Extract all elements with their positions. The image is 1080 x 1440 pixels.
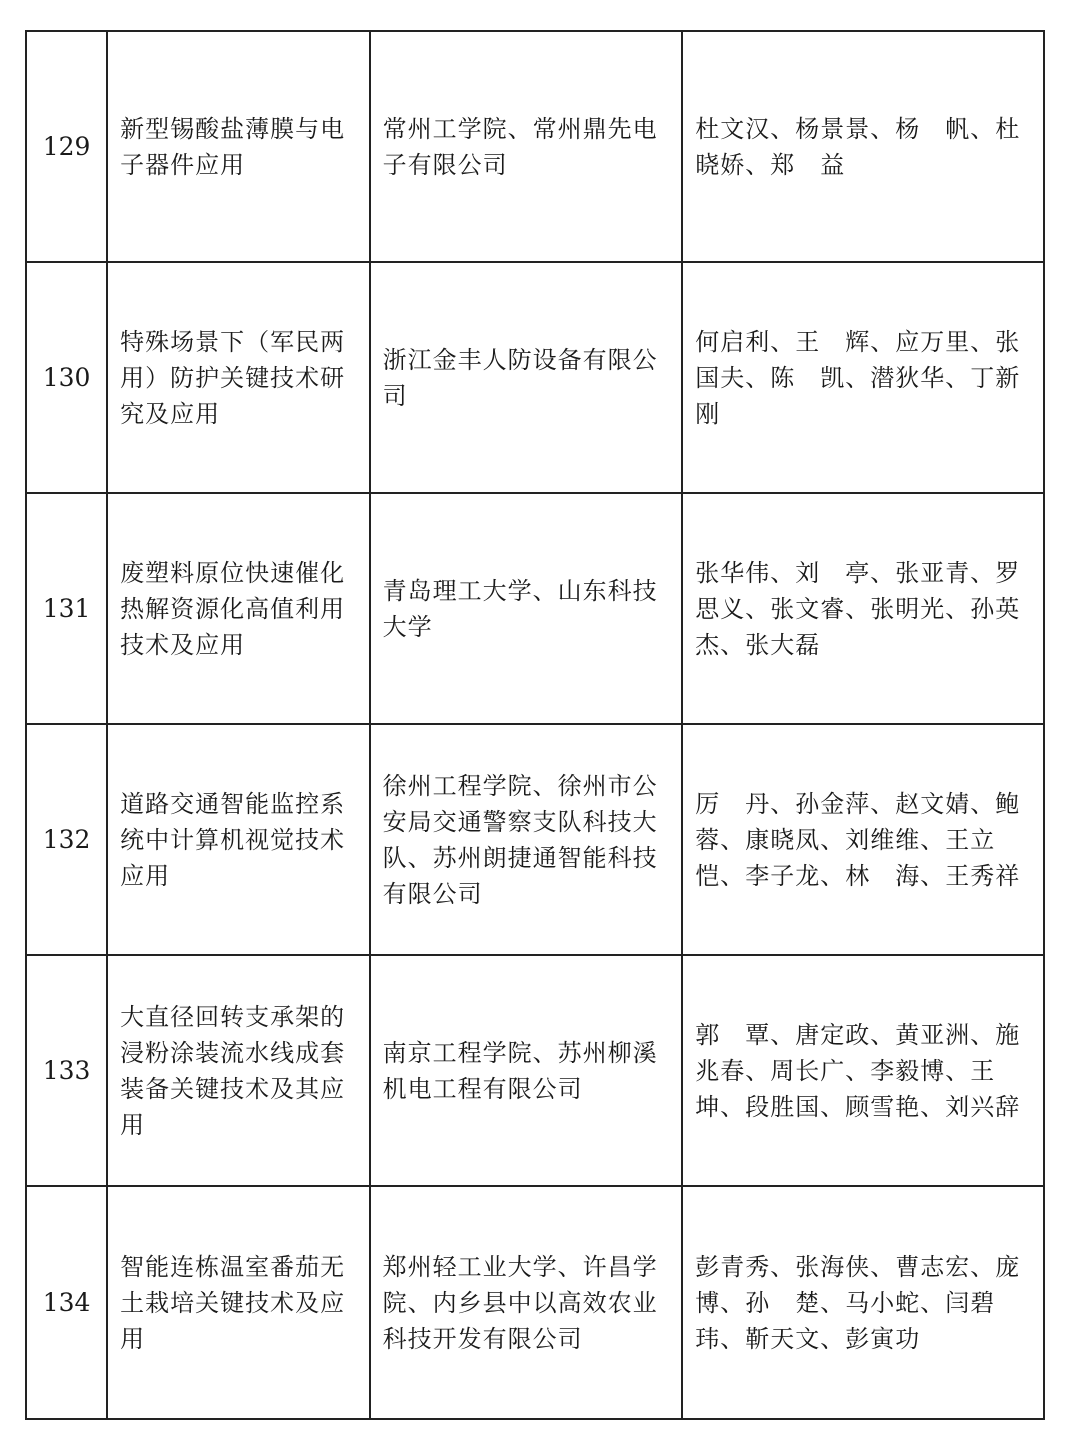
project-title: 新型锡酸盐薄膜与电子器件应用 <box>107 31 370 262</box>
project-title: 大直径回转支承架的浸粉涂装流水线成套装备关键技术及其应用 <box>107 955 370 1186</box>
table-row <box>26 262 1044 493</box>
row-number: 132 <box>26 724 107 955</box>
contributors: 彭青秀、张海侠、曹志宏、庞博、孙 楚、马小蛇、闫碧玮、靳天文、彭寅功 <box>682 1186 1044 1419</box>
contributors: 张华伟、刘 亭、张亚青、罗思义、张文睿、张明光、孙英杰、张大磊 <box>682 493 1044 724</box>
project-title: 道路交通智能监控系统中计算机视觉技术应用 <box>107 724 370 955</box>
award-table <box>25 30 1045 1420</box>
row-number: 134 <box>26 1186 107 1419</box>
table-row <box>26 955 1044 1186</box>
row-number: 129 <box>26 31 107 262</box>
table-row <box>26 724 1044 955</box>
table-row <box>26 493 1044 724</box>
organizations: 南京工程学院、苏州柳溪机电工程有限公司 <box>370 955 683 1186</box>
contributors: 郭 覃、唐定政、黄亚洲、施兆春、周长广、李毅博、王 坤、段胜国、顾雪艳、刘兴辞 <box>682 955 1044 1186</box>
organizations: 常州工学院、常州鼎先电子有限公司 <box>370 31 683 262</box>
project-title: 特殊场景下（军民两用）防护关键技术研究及应用 <box>107 262 370 493</box>
organizations: 浙江金丰人防设备有限公司 <box>370 262 683 493</box>
contributors: 何启利、王 辉、应万里、张国夫、陈 凯、潜狄华、丁新刚 <box>682 262 1044 493</box>
contributors: 杜文汉、杨景景、杨 帆、杜晓娇、郑 益 <box>682 31 1044 262</box>
table-row <box>26 1186 1044 1419</box>
organizations: 郑州轻工业大学、许昌学院、内乡县中以高效农业科技开发有限公司 <box>370 1186 683 1419</box>
row-number: 131 <box>26 493 107 724</box>
organizations: 青岛理工大学、山东科技大学 <box>370 493 683 724</box>
project-title: 废塑料原位快速催化热解资源化高值利用技术及应用 <box>107 493 370 724</box>
project-title: 智能连栋温室番茄无土栽培关键技术及应用 <box>107 1186 370 1419</box>
organizations: 徐州工程学院、徐州市公安局交通警察支队科技大队、苏州朗捷通智能科技有限公司 <box>370 724 683 955</box>
contributors: 厉 丹、孙金萍、赵文婧、鲍蓉、康晓凤、刘维维、王立恺、李子龙、林 海、王秀祥 <box>682 724 1044 955</box>
row-number: 130 <box>26 262 107 493</box>
table-row <box>26 31 1044 262</box>
row-number: 133 <box>26 955 107 1186</box>
